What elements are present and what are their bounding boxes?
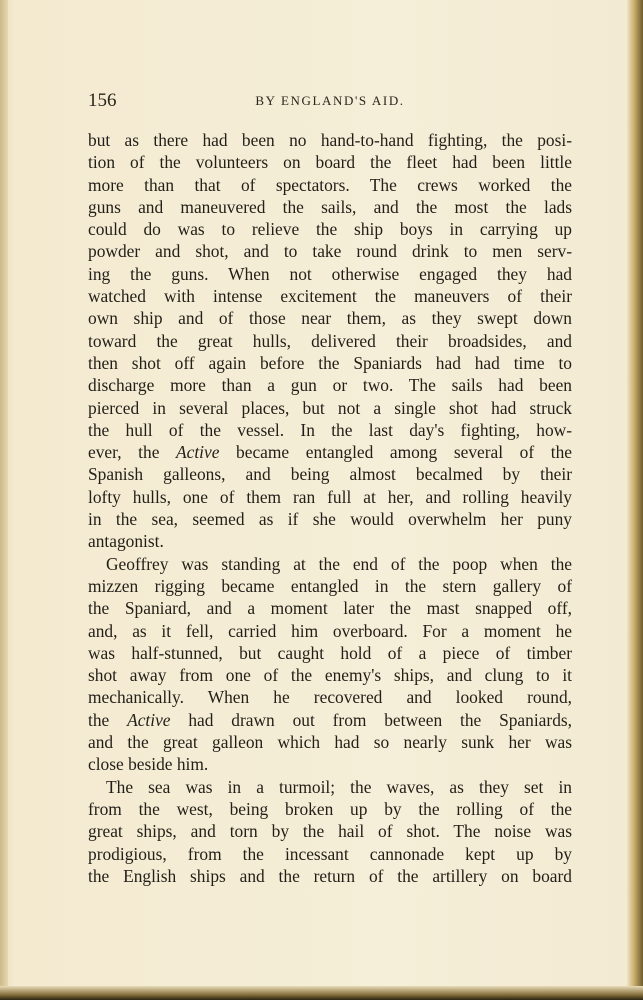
text-line: powder and shot, and to take round drink to men serv-	[88, 241, 572, 262]
text-line: in the sea, seemed as if she would overwhelm her puny	[88, 509, 572, 530]
page-edge-right	[627, 0, 643, 1000]
text-line: own ship and of those near them, as they swept down	[88, 308, 572, 329]
page-number: 156	[88, 90, 117, 111]
text-line: the English ships and the return of the artillery on board	[88, 865, 572, 886]
text-line: great ships, and torn by the hail of shot. The noise was	[88, 821, 572, 842]
text-line: close beside him.	[88, 754, 209, 775]
text-line: tion of the volunteers on board the fleet had been little	[88, 152, 572, 173]
body-text	[88, 129, 572, 887]
text-line: was half-stunned, but caught hold of a piece of timber	[88, 642, 572, 663]
text-line: Spanish galleons, and being almost becalmed by their	[88, 464, 572, 485]
text-line: watched with intense excitement the maneuvers of their	[88, 286, 572, 307]
text-line: discharge more than a gun or two. The sails had been	[88, 375, 572, 396]
text-line: shot away from one of the enemy's ships, and clung to it	[88, 665, 572, 686]
text-line: the hull of the vessel. In the last day's fighting, how-	[88, 419, 572, 440]
text-line: the Active had drawn out from between the Spaniards,	[88, 709, 573, 730]
text-line: and, as it fell, carried him overboard. For a moment he	[88, 620, 572, 641]
text-line: pierced in several places, but not a single shot had struck	[88, 397, 572, 418]
text-line: prodigious, from the incessant cannonade kept up by	[88, 843, 572, 864]
running-head-title: BY ENGLAND'S AID.	[255, 93, 405, 108]
text-line: the Spaniard, and a moment later the mast snapped off,	[88, 598, 572, 619]
text-line: could do was to relieve the ship boys in carrying up	[88, 219, 572, 240]
text-line: ing the guns. When not otherwise engaged they had	[88, 263, 572, 284]
text-line: mizzen rigging became entangled in the stern gallery of	[88, 575, 572, 596]
text-line: and the great galleon which had so nearly sunk her was	[88, 732, 572, 753]
text-line: then shot off again before the Spaniards had had time to	[88, 352, 572, 373]
ship-name-italic: Active	[176, 442, 220, 463]
text-line: lofty hulls, one of them ran full at her, and rolling heavily	[88, 486, 572, 507]
running-head	[88, 90, 572, 114]
text-line: antagonist.	[88, 531, 164, 552]
page-edge-bottom	[0, 986, 643, 1000]
text-line: but as there had been no hand-to-hand fighting, the posi-	[88, 130, 572, 150]
text-line: mechanically. When he recovered and looked round,	[88, 687, 572, 708]
text-line: toward the great hulls, delivered their broadsides, and	[88, 330, 572, 351]
paragraph-first-line: The sea was in a turmoil; the waves, as they set in	[106, 776, 572, 797]
text-line: ever, the Active became entangled among several of the	[88, 442, 572, 463]
text-line: from the west, being broken up by the rolling of the	[88, 798, 572, 819]
text-line: guns and maneuvered the sails, and the most the lads	[88, 196, 572, 217]
paragraph-first-line: Geoffrey was standing at the end of the poop when the	[106, 553, 572, 574]
text-line: more than that of spectators. The crews worked the	[88, 174, 572, 195]
ship-name-italic: Active	[127, 709, 171, 730]
page-gutter	[0, 0, 8, 1000]
